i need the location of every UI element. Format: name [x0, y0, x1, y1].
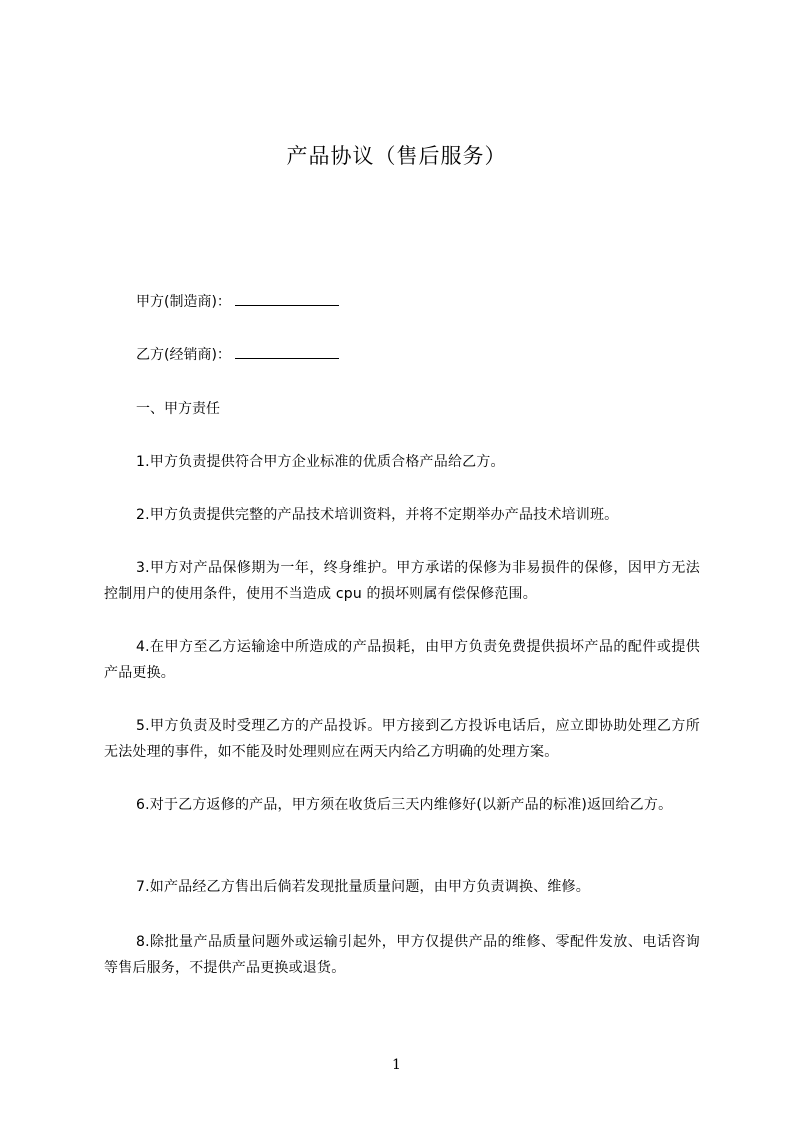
section-heading: 一、甲方责任	[136, 401, 220, 417]
party-a-label: 甲方(制造商)：	[136, 294, 231, 310]
clause-item: 7.如产品经乙方售出后倘若发现批量质量问题，由甲方负责调换、维修。	[136, 879, 590, 895]
document-title: 产品协议（售后服务）	[286, 144, 507, 168]
party-a-blank	[235, 289, 339, 306]
party-b-line	[136, 342, 339, 367]
party-a-line	[136, 289, 339, 314]
party-b-label: 乙方(经销商)：	[136, 347, 231, 363]
clause-item: 4.在甲方至乙方运输途中所造成的产品损耗，由甲方负责免费提供损坏产品的配件或提供产品更换。	[104, 639, 700, 681]
clause-item: 8.除批量产品质量问题外或运输引起外，甲方仅提供产品的维修、零配件发放、电话咨询等售后服务，不提供产品更换或退货。	[104, 934, 700, 976]
page-number: 1	[392, 1057, 401, 1073]
clause-item: 6.对于乙方返修的产品，甲方须在收货后三天内维修好(以新产品的标准)返回给乙方。	[136, 797, 673, 813]
clause-item: 5.甲方负责及时受理乙方的产品投诉。甲方接到乙方投诉电话后，应立即协助处理乙方所无法处理的事件，如不能及时处理则应在两天内给乙方明确的处理方案。	[104, 718, 700, 760]
party-b-blank	[235, 342, 339, 359]
clause-item: 1.甲方负责提供符合甲方企业标准的优质合格产品给乙方。	[136, 454, 505, 470]
clause-item: 3.甲方对产品保修期为一年，终身维护。甲方承诺的保修为非易损件的保修，因甲方无法控制用户的使用条件，使用不当造成 cpu 的损坏则属有偿保修范围。	[104, 560, 700, 602]
clause-item: 2.甲方负责提供完整的产品技术培训资料，并将不定期举办产品技术培训班。	[136, 507, 619, 523]
